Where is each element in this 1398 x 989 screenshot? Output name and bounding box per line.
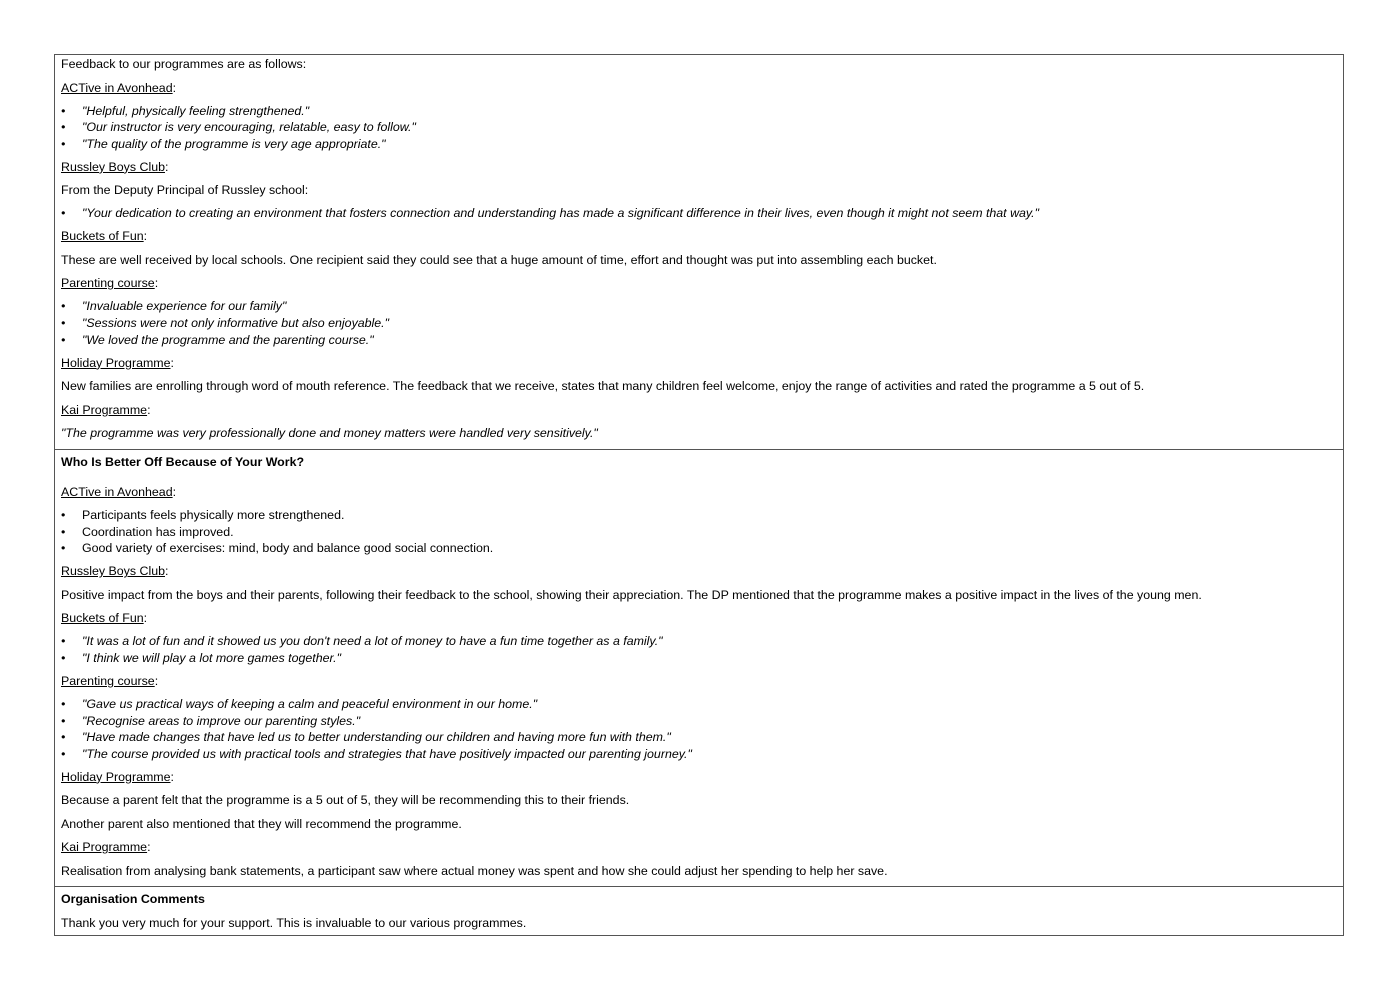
kai-outcome-text: Realisation from analysing bank statements, a participant saw where actual money was spent and how she could adjust her spending to help her save.	[61, 863, 888, 878]
list-item: • "The course provided us with practical tools and strategies that have positively impacted our parenting journey."	[61, 746, 1337, 763]
buckets-outcomes-list	[61, 633, 1337, 666]
programme-title-russley: Russley Boys Club:	[61, 564, 169, 579]
feedback-intro: Feedback to our programmes are as follows:	[61, 57, 307, 71]
programme-title-parenting: Parenting course:	[61, 673, 159, 688]
better-off-section	[55, 449, 1343, 886]
active-feedback-list	[61, 103, 1337, 153]
list-item: • Coordination has improved.	[61, 524, 1337, 541]
list-item: • "I think we will play a lot more games together."	[61, 650, 1337, 667]
programme-title-holiday: Holiday Programme:	[61, 355, 174, 370]
list-item: • "Have made changes that have led us to better understanding our children and having more fun with them."	[61, 729, 1337, 746]
programme-title-active: ACTive in Avonhead:	[61, 80, 177, 95]
kai-feedback-quote: "The programme was very professionally done and money matters were handled very sensitively."	[61, 426, 598, 441]
programme-title-active: ACTive in Avonhead:	[61, 485, 177, 499]
list-item: • "Gave us practical ways of keeping a calm and peaceful environment in our home."	[61, 696, 1337, 713]
programme-title-parenting: Parenting course:	[61, 276, 159, 291]
org-comments-text: Thank you very much for your support. This is invaluable to our various programmes.	[61, 915, 527, 930]
list-item: • "Sessions were not only informative but also enjoyable."	[61, 315, 1337, 332]
report-table	[54, 54, 1344, 936]
buckets-feedback-text: These are well received by local schools. One recipient said they could see that a huge amount of time, effort and thought was put into assembling each bucket.	[61, 252, 937, 267]
programme-title-kai: Kai Programme:	[61, 840, 151, 855]
list-item: • "We loved the programme and the parenting course."	[61, 332, 1337, 349]
list-item: • "Recognise areas to improve our parenting styles."	[61, 713, 1337, 730]
org-comments-section	[55, 886, 1343, 935]
programme-title-kai: Kai Programme:	[61, 402, 151, 417]
list-item: • "Our instructor is very encouraging, relatable, easy to follow."	[61, 119, 1337, 136]
programme-title-buckets: Buckets of Fun:	[61, 611, 148, 626]
programme-title-holiday: Holiday Programme:	[61, 769, 174, 784]
list-item: • Good variety of exercises: mind, body and balance good social connection.	[61, 540, 1337, 557]
list-item: • "It was a lot of fun and it showed us you don't need a lot of money to have a fun time together as a family."	[61, 633, 1337, 650]
russley-outcome-text: Positive impact from the boys and their parents, following their feedback to the school, showing their appreciation. The DP mentioned that the programme makes a positive impact in the lives of the young men.	[61, 587, 1202, 602]
list-item: • "Helpful, physically feeling strengthened."	[61, 103, 1337, 120]
parenting-feedback-list	[61, 298, 1337, 348]
list-item: • Participants feels physically more strengthened.	[61, 507, 1337, 524]
list-item: • "Invaluable experience for our family"	[61, 298, 1337, 315]
feedback-section	[55, 55, 1343, 449]
parenting-outcomes-list	[61, 696, 1337, 762]
russley-feedback-list	[61, 205, 1337, 222]
programme-title-buckets: Buckets of Fun:	[61, 229, 148, 244]
list-item: • "The quality of the programme is very age appropriate."	[61, 136, 1337, 153]
holiday-outcome-text-1: Because a parent felt that the programme is a 5 out of 5, they will be recommending this to their friends.	[61, 793, 630, 808]
better-off-heading: Who Is Better Off Because of Your Work?	[61, 455, 305, 469]
active-outcomes-list	[61, 507, 1337, 557]
list-item: • "Your dedication to creating an environment that fosters connection and understanding has made a significant difference in their lives, even though it might not seem that way."	[61, 205, 1337, 222]
org-comments-heading: Organisation Comments	[61, 892, 205, 906]
russley-source: From the Deputy Principal of Russley school:	[61, 183, 309, 198]
holiday-outcome-text-2: Another parent also mentioned that they will recommend the programme.	[61, 816, 462, 831]
holiday-feedback-text: New families are enrolling through word of mouth reference. The feedback that we receive, states that many children feel welcome, enjoy the range of activities and rated the programme a 5 out of 5.	[61, 379, 1145, 394]
programme-title-russley: Russley Boys Club:	[61, 159, 169, 174]
